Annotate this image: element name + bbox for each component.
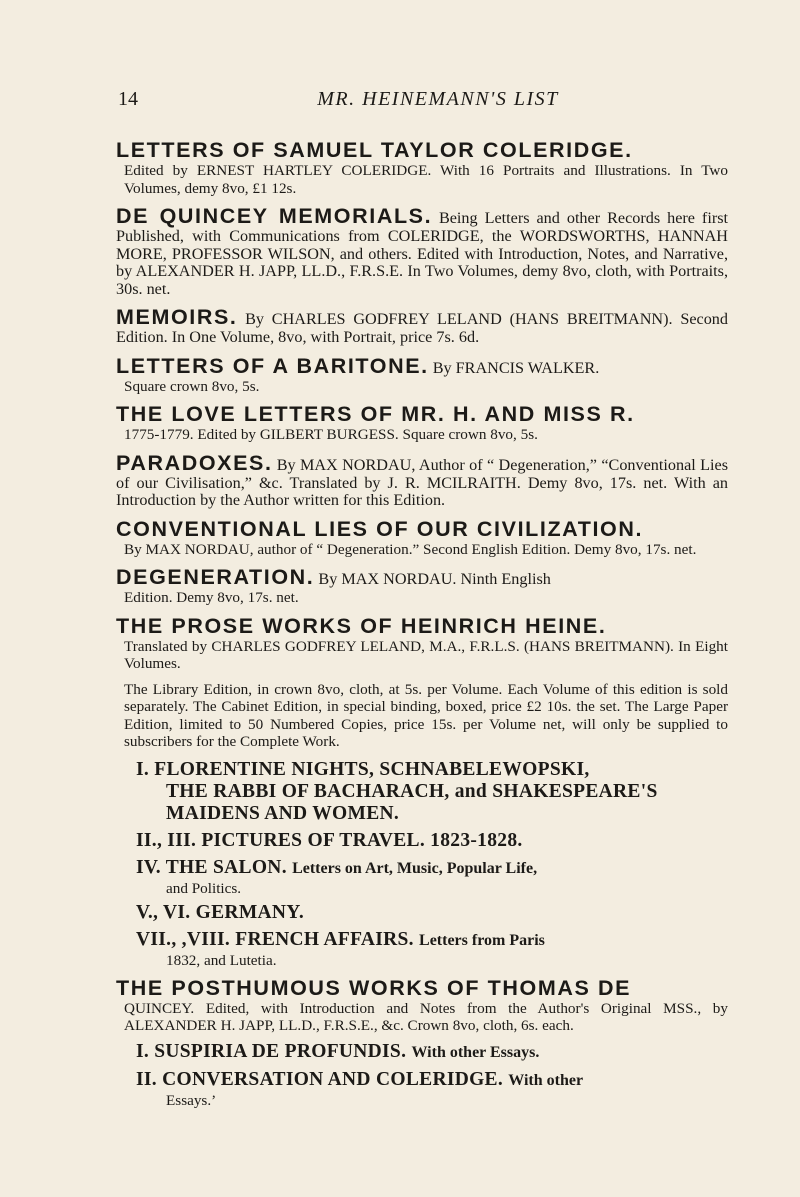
book-entry — [116, 138, 728, 197]
entry-paragraph — [116, 451, 728, 510]
book-entry — [116, 204, 728, 298]
volume-item — [136, 902, 728, 924]
volume-line — [136, 857, 728, 880]
book-list — [116, 138, 728, 1116]
volume-item — [136, 929, 728, 969]
entry-description: 1775-1779. Edited by GILBERT BURGESS. Square crown 8vo, 5s. — [124, 426, 538, 443]
entry-title: PARADOXES. — [116, 450, 273, 475]
entry-title: LETTERS OF SAMUEL TAYLOR COLERIDGE. — [116, 138, 633, 162]
book-entry — [116, 565, 728, 607]
volume-item — [136, 1069, 728, 1109]
volume-description-continued: and Politics. — [166, 879, 242, 897]
entry-title: THE PROSE WORKS OF HEINRICH HEINE. — [116, 613, 607, 638]
entry-title: MEMOIRS. — [116, 305, 238, 329]
volume-line — [136, 929, 728, 952]
entry-title: THE LOVE LETTERS OF MR. H. AND MISS R. — [116, 402, 635, 426]
entry-title: DE QUINCEY MEMORIALS. — [116, 204, 433, 228]
volume-title: IV. THE SALON. — [136, 856, 287, 878]
running-title: MR. HEINEMANN'S LIST — [317, 88, 559, 110]
entry-byline: By FRANCIS WALKER. — [432, 358, 600, 377]
book-entry — [116, 305, 728, 347]
entry-title: LETTERS OF A BARITONE. — [116, 353, 429, 378]
volume-title: I. SUSPIRIA DE PROFUNDIS. — [136, 1040, 407, 1062]
entry-description: By MAX NORDAU, author of “ Degeneration.” Second English Edition. Demy 8vo, 17s. net. — [124, 540, 697, 558]
book-entry — [116, 354, 728, 396]
volume-line — [136, 1041, 728, 1064]
edition-note: The Library Edition, in crown 8vo, cloth, at 5s. per Volume. Each Volume of this edition is sold separately. The Cabinet Edition, in special binding, boxed, price £2 10s. the set. The Large Paper Edition, limited to 50 Numbered Copies, price 15s. per Volume net, will only be supplied to subscribers for the Complete Work. — [124, 680, 728, 750]
volume-item — [136, 830, 728, 852]
volume-description: With other — [508, 1071, 584, 1089]
running-head — [118, 88, 758, 116]
volume-item — [136, 857, 728, 897]
entry-title: CONVENTIONAL LIES OF OUR CIVILIZATION. — [116, 516, 644, 541]
volume-line — [136, 1069, 728, 1092]
entry-description: By MAX NORDAU, Author of “ Degeneration,” “Conventional Lies of our Civilisation,” &c. Translated by J. R. MCILRAITH. Demy 8vo, 17s. net. With an Introduction by the Author written for this Edition. — [116, 455, 728, 509]
volume-item — [136, 1041, 728, 1064]
entry-paragraph — [116, 565, 728, 589]
volume-description: Letters from Paris — [419, 931, 545, 949]
book-entry — [116, 614, 728, 969]
entry-description: Being Letters and other Records here first Published, with Communications from COLERIDGE, the WORDSWORTHS, HANNAH MORE, PROFESSOR WILSON, and others. Edited with Introduction, Notes, and Narrative, by ALEXANDER H. JAPP, LL.D., F.R.S.E. In Two Volumes, demy 8vo, cloth, with Portraits, 30s. net. — [116, 209, 729, 298]
volume-item — [136, 759, 728, 825]
volume-title: II. CONVERSATION AND COLERIDGE. — [136, 1068, 504, 1090]
entry-description: QUINCEY. Edited, with Introduction and Notes from the Author's Original MSS., by ALEXANDER H. JAPP, LL.D., F.R.S.E., &c. Crown 8vo, cloth, 6s. each. — [124, 999, 728, 1034]
entry-paragraph — [116, 305, 728, 347]
volume-title: V., VI. GERMANY. — [136, 901, 305, 923]
volume-title: I. FLORENTINE NIGHTS, SCHNABELEWOPSKI, — [136, 758, 590, 780]
volume-description-continued: 1832, and Lutetia. — [166, 951, 277, 969]
volume-description: With other Essays. — [411, 1043, 540, 1061]
book-entry — [116, 517, 728, 559]
page-number: 14 — [118, 88, 138, 110]
volume-title: VII., ,VIII. FRENCH AFFAIRS. — [136, 928, 414, 950]
entry-byline: By MAX NORDAU. Ninth English — [318, 570, 551, 588]
entry-description: By CHARLES GODFREY LELAND (HANS BREITMANN). Second Edition. In One Volume, 8vo, with Portrait, price 7s. 6d. — [116, 310, 728, 346]
volume-title-continued: THE RABBI OF BACHARACH, and SHAKESPEARE'S MAIDENS AND WOMEN. — [166, 780, 658, 824]
volume-title: II., III. PICTURES OF TRAVEL. 1823-1828. — [136, 829, 523, 851]
volume-description: Letters on Art, Music, Popular Life, — [292, 859, 538, 877]
book-entry — [116, 976, 728, 1109]
entry-paragraph — [116, 204, 728, 298]
entry-description: Edition. Demy 8vo, 17s. net. — [124, 589, 299, 606]
entry-description: Translated by CHARLES GODFREY LELAND, M.A., F.R.L.S. (HANS BREITMANN). In Eight Volumes. — [124, 637, 728, 672]
book-entry — [116, 451, 728, 510]
entry-description: Edited by ERNEST HARTLEY COLERIDGE. With 16 Portraits and Illustrations. In Two Volumes, demy 8vo, £1 12s. — [124, 162, 728, 197]
entry-description: Square crown 8vo, 5s. — [124, 377, 260, 395]
entry-title: THE POSTHUMOUS WORKS OF THOMAS DE — [116, 975, 632, 1000]
book-entry — [116, 402, 728, 444]
volume-description-continued: Essays.’ — [166, 1091, 217, 1109]
entry-paragraph — [116, 354, 728, 378]
entry-title: DEGENERATION. — [116, 565, 315, 589]
